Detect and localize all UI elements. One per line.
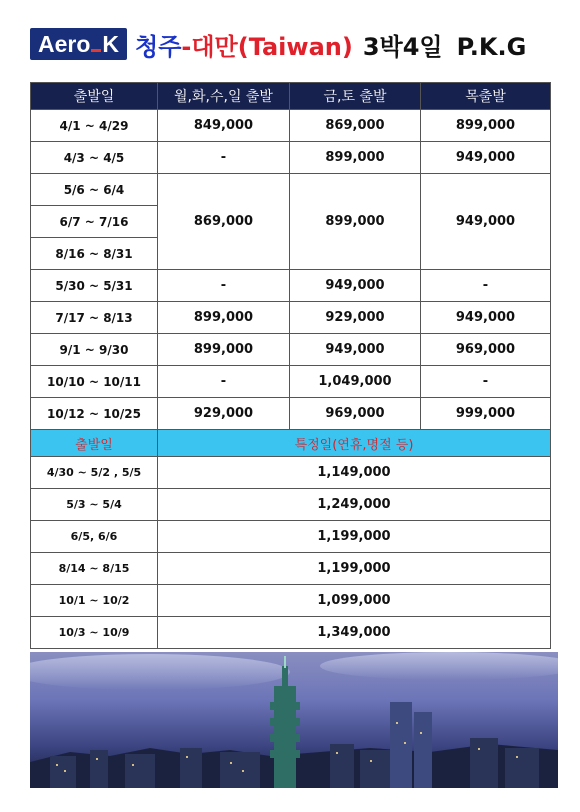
special-header-row [31, 430, 551, 457]
price-cell: 949,000 [290, 270, 421, 302]
price-cell: 949,000 [290, 334, 421, 366]
price-cell: 1,099,000 [158, 585, 551, 617]
price-cell: - [158, 142, 290, 174]
page-header [30, 26, 526, 62]
table-row [31, 398, 551, 430]
departure-date: 7/17 ~ 8/13 [31, 302, 158, 334]
column-header: 출발일 [31, 430, 158, 457]
price-cell: 949,000 [421, 302, 551, 334]
table-row [31, 110, 551, 142]
departure-date: 8/14 ~ 8/15 [31, 553, 158, 585]
price-cell: 1,049,000 [290, 366, 421, 398]
price-cell: 899,000 [421, 110, 551, 142]
departure-date: 8/16 ~ 8/31 [31, 238, 158, 270]
title-destination: 대만(Taiwan) [191, 32, 353, 61]
special-row [31, 521, 551, 553]
special-row [31, 457, 551, 489]
title-dash: - [181, 32, 192, 61]
special-row [31, 585, 551, 617]
price-cell: 899,000 [290, 142, 421, 174]
column-header: 월,화,수,일 출발 [158, 83, 290, 110]
price-cell: 899,000 [158, 302, 290, 334]
price-cell: 869,000 [158, 174, 290, 270]
price-cell: 1,349,000 [158, 617, 551, 649]
price-cell: 949,000 [421, 174, 551, 270]
price-cell: 969,000 [290, 398, 421, 430]
table-row [31, 302, 551, 334]
price-cell: 929,000 [158, 398, 290, 430]
departure-date: 10/12 ~ 10/25 [31, 398, 158, 430]
price-cell: 929,000 [290, 302, 421, 334]
departure-date: 4/1 ~ 4/29 [31, 110, 158, 142]
price-cell: 849,000 [158, 110, 290, 142]
special-row [31, 617, 551, 649]
price-cell: 949,000 [421, 142, 551, 174]
price-cell: 899,000 [290, 174, 421, 270]
departure-date: 9/1 ~ 9/30 [31, 334, 158, 366]
departure-date: 10/10 ~ 10/11 [31, 366, 158, 398]
column-header: 출발일 [31, 83, 158, 110]
price-cell: 1,199,000 [158, 521, 551, 553]
column-header: 금,토 출발 [290, 83, 421, 110]
aero-k-logo: Aero K [30, 28, 127, 60]
page-title [135, 27, 526, 62]
price-cell: 1,149,000 [158, 457, 551, 489]
title-duration: 3박4일 [362, 32, 443, 61]
table-row [31, 270, 551, 302]
departure-date: 4/3 ~ 4/5 [31, 142, 158, 174]
price-cell: 899,000 [158, 334, 290, 366]
title-city: 청주 [135, 32, 182, 61]
column-header: 특정일(연휴,명절 등) [158, 430, 551, 457]
taipei-skyline-photo [30, 652, 558, 788]
table-row [31, 334, 551, 366]
price-cell: - [421, 270, 551, 302]
price-cell: - [158, 366, 290, 398]
table-row [31, 142, 551, 174]
departure-date: 5/3 ~ 5/4 [31, 489, 158, 521]
price-cell: 999,000 [421, 398, 551, 430]
departure-date: 10/3 ~ 10/9 [31, 617, 158, 649]
special-row [31, 553, 551, 585]
departure-date: 6/5, 6/6 [31, 521, 158, 553]
price-cell: - [421, 366, 551, 398]
column-header: 목출발 [421, 83, 551, 110]
special-row [31, 489, 551, 521]
table-row [31, 366, 551, 398]
price-cell: 1,249,000 [158, 489, 551, 521]
departure-date: 10/1 ~ 10/2 [31, 585, 158, 617]
table-row [31, 174, 551, 206]
price-cell: - [158, 270, 290, 302]
departure-date: 5/30 ~ 5/31 [31, 270, 158, 302]
title-pkg: P.K.G [456, 32, 527, 61]
price-cell: 1,199,000 [158, 553, 551, 585]
departure-date: 6/7 ~ 7/16 [31, 206, 158, 238]
price-table [30, 82, 551, 649]
departure-date: 4/30 ~ 5/2 , 5/5 [31, 457, 158, 489]
table-header-row [31, 83, 551, 110]
skyline-icon [30, 652, 558, 788]
price-cell: 869,000 [290, 110, 421, 142]
departure-date: 5/6 ~ 6/4 [31, 174, 158, 206]
price-cell: 969,000 [421, 334, 551, 366]
